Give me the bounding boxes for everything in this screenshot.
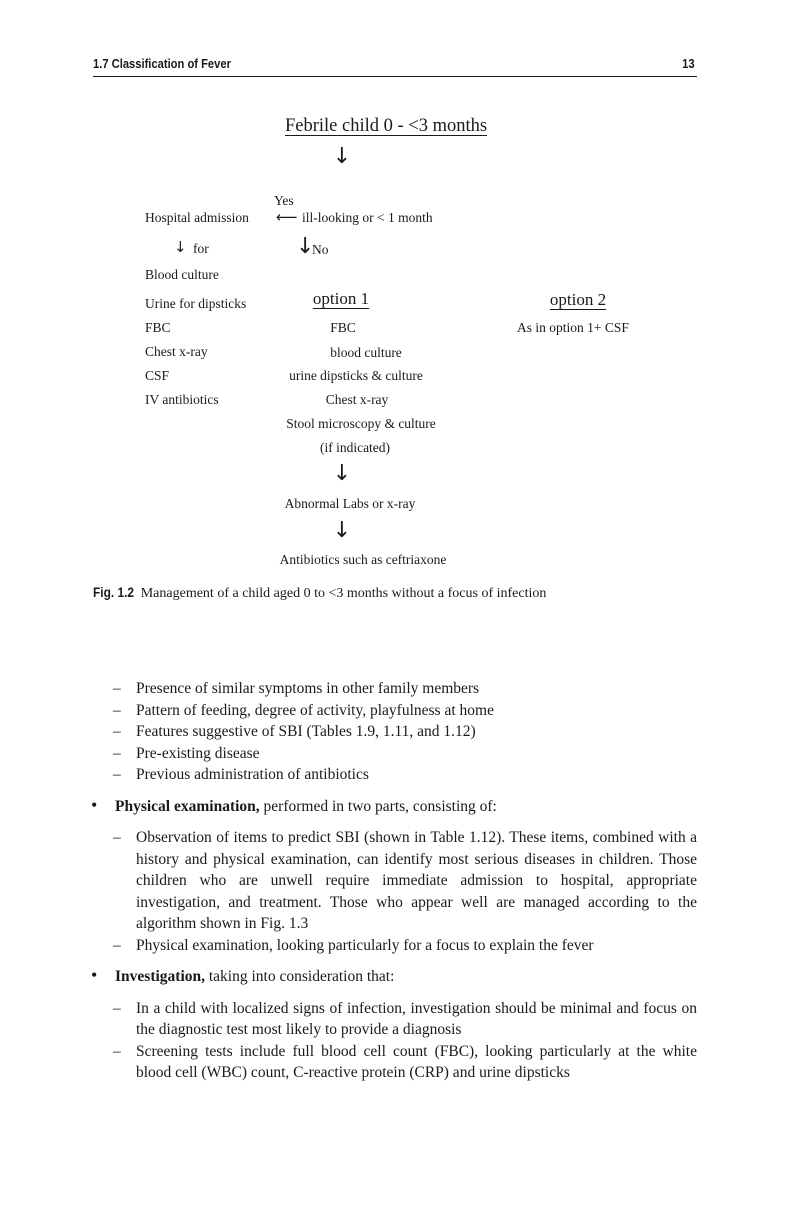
list-item: – Physical examination, looking particularly for a focus to explain the fever xyxy=(93,935,697,957)
option1-item: Stool microscopy & culture xyxy=(286,416,436,431)
bullet-heading: Physical examination, xyxy=(115,797,260,815)
history-list xyxy=(93,678,697,786)
option1-item: (if indicated) xyxy=(319,440,391,455)
down-arrow-icon: ↓ xyxy=(174,238,187,256)
flowchart-title: Febrile child 0 - <3 months xyxy=(284,116,488,136)
down-arrow-icon: ↓ xyxy=(296,234,315,259)
option2-text: As in option 1+ CSF xyxy=(517,320,629,335)
hospital-admission: Hospital admission xyxy=(145,210,249,225)
admission-item: Chest x-ray xyxy=(145,344,208,359)
body-text xyxy=(93,678,697,1084)
figure-label: Fig. 1.2 xyxy=(93,584,134,600)
admission-item: Blood culture xyxy=(145,267,219,282)
list-item: – Pre-existing disease xyxy=(93,743,697,765)
physical-exam-list xyxy=(93,827,697,956)
down-arrow-icon: ↓ xyxy=(332,144,352,169)
running-header xyxy=(93,54,695,76)
antibiotics: Antibiotics such as ceftriaxone xyxy=(279,552,447,567)
list-item: – Presence of similar symptoms in other family members xyxy=(93,678,697,700)
investigation-bullet xyxy=(93,966,697,988)
bullet-intro: performed in two parts, consisting of: xyxy=(263,797,497,815)
bullet-intro: taking into consideration that: xyxy=(208,968,395,985)
option1-item: Chest x-ray xyxy=(325,392,389,407)
option2-title: option 2 xyxy=(549,290,607,309)
list-item: – Screening tests include full blood cell count (FBC), looking particularly at the white blood cell (WBC) count, C-reactive protein (CRP) and urine dipsticks xyxy=(93,1041,697,1084)
list-item: – Pattern of feeding, degree of activity, playfulness at home xyxy=(93,700,697,722)
down-arrow-icon: ↓ xyxy=(332,518,352,543)
admission-item: FBC xyxy=(145,320,171,335)
header-rule xyxy=(93,76,697,77)
list-item: – Features suggestive of SBI (Tables 1.9, 1.11, and 1.12) xyxy=(93,721,697,743)
admission-item: IV antibiotics xyxy=(145,392,219,407)
no-label: No xyxy=(312,242,329,257)
down-arrow-icon: ↓ xyxy=(332,461,352,486)
investigation-list xyxy=(93,998,697,1084)
ill-looking-criteria: ill-looking or < 1 month xyxy=(302,210,433,225)
bullet-heading: Investigation, xyxy=(115,968,205,985)
yes-label: Yes xyxy=(274,193,294,208)
list-item: – Previous administration of antibiotics xyxy=(93,764,697,786)
page-number: 13 xyxy=(682,56,695,71)
option1-item: FBC xyxy=(330,320,356,335)
figure-caption xyxy=(93,584,546,602)
list-item: – Observation of items to predict SBI (shown in Table 1.12). These items, combined with a history and physical examination, can identify most serious diseases in children. Those children who are unwell require immediate admission to hospital, appropriate investigation, and treatment. Those who appear well are managed according to the algorithm shown in Fig. 1.3 xyxy=(93,827,697,935)
physical-exam-bullet xyxy=(93,796,697,818)
option1-title: option 1 xyxy=(312,289,370,308)
admission-item: CSF xyxy=(145,368,170,383)
option1-item: blood culture xyxy=(330,345,402,360)
abnormal-labs: Abnormal Labs or x-ray xyxy=(284,496,416,511)
option1-item: urine dipsticks & culture xyxy=(289,368,423,383)
left-arrow-icon: ⟵ xyxy=(276,208,298,226)
caption-text: Management of a child aged 0 to <3 months without a focus of infection xyxy=(140,586,547,601)
list-item: – In a child with localized signs of infection, investigation should be minimal and focus on the diagnostic test most likely to provide a diagnosis xyxy=(93,998,697,1041)
for-label: for xyxy=(193,241,209,256)
admission-item: Urine for dipsticks xyxy=(145,296,247,311)
section-title: 1.7 Classification of Fever xyxy=(93,56,231,71)
